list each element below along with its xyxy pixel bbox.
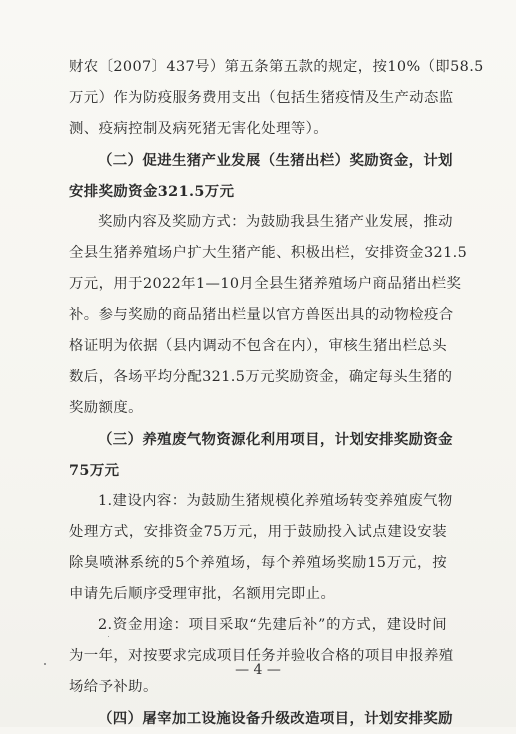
text-line: 奖励额度。: [69, 400, 143, 416]
paragraph-p6: [69, 610, 454, 703]
text-line: 场给予补助。: [69, 679, 158, 695]
text-line: 奖励内容及奖励方式：为鼓励我县生猪产业发展，推动: [98, 214, 453, 230]
paragraph-p1: [69, 52, 484, 145]
text-line: 测、疫病控制及病死猪无害化处理等）。: [69, 121, 329, 137]
text-line: （三）养殖废气物资源化利用项目，计划安排奖励资金: [98, 431, 453, 448]
text-line: 处理方式，安排资金75万元，用于鼓励投入试点建设安装: [69, 524, 447, 540]
text-line: 格证明为依据（县内调动不包含在内），审核生猪出栏总头: [69, 338, 447, 354]
section-heading-4: [69, 703, 453, 734]
text-line: 财农〔2007〕437号）第五条第五款的规定，按10%（即58.5: [69, 59, 484, 75]
paragraph-p3: [69, 207, 468, 424]
text-line: 补。参与奖励的商品猪出栏量以官方兽医出具的动物检疫合: [69, 307, 454, 323]
document-body: [69, 52, 484, 734]
text-line: 数后，各场平均分配321.5万元奖励资金，确定每头生猪的: [69, 369, 453, 385]
paragraph-p5: [69, 486, 453, 610]
text-line: （二）促进生猪产业发展（生猪出栏）奖励资金，计划: [98, 152, 453, 169]
text-line: 万元，用于2022年1—10月全县生猪养殖场户商品猪出栏奖: [69, 276, 462, 292]
text-line: （四）屠宰加工设施设备升级改造项目，计划安排奖励: [98, 710, 453, 727]
text-line: 除臭喷淋系统的5个养殖场，每个养殖场奖励15万元，按: [69, 555, 447, 571]
text-line: 申请先后顺序受理审批，名额用完即止。: [69, 586, 336, 602]
section-heading-3: [69, 424, 453, 486]
page-number: — 4 —: [235, 662, 281, 678]
scan-speck: [108, 636, 109, 637]
text-line: 为一年，对按要求完成项目任务并验收合格的项目申报养殖: [69, 648, 454, 664]
section-heading-2: [69, 145, 453, 207]
text-line: 1.建设内容：为鼓励生猪规模化养殖场转变养殖废气物: [98, 493, 453, 509]
text-line: 全县生猪养殖场户扩大生猪产能、积极出栏，安排资金321.5: [69, 245, 468, 261]
text-line: 安排奖励资金321.5万元: [69, 183, 235, 200]
text-line: 万元）作为防疫服务费用支出（包括生猪疫情及生产动态监: [69, 90, 454, 106]
text-line: 75万元: [69, 462, 120, 479]
text-line: 2.资金用途：项目采取“先建后补”的方式，建设时间: [98, 617, 447, 633]
